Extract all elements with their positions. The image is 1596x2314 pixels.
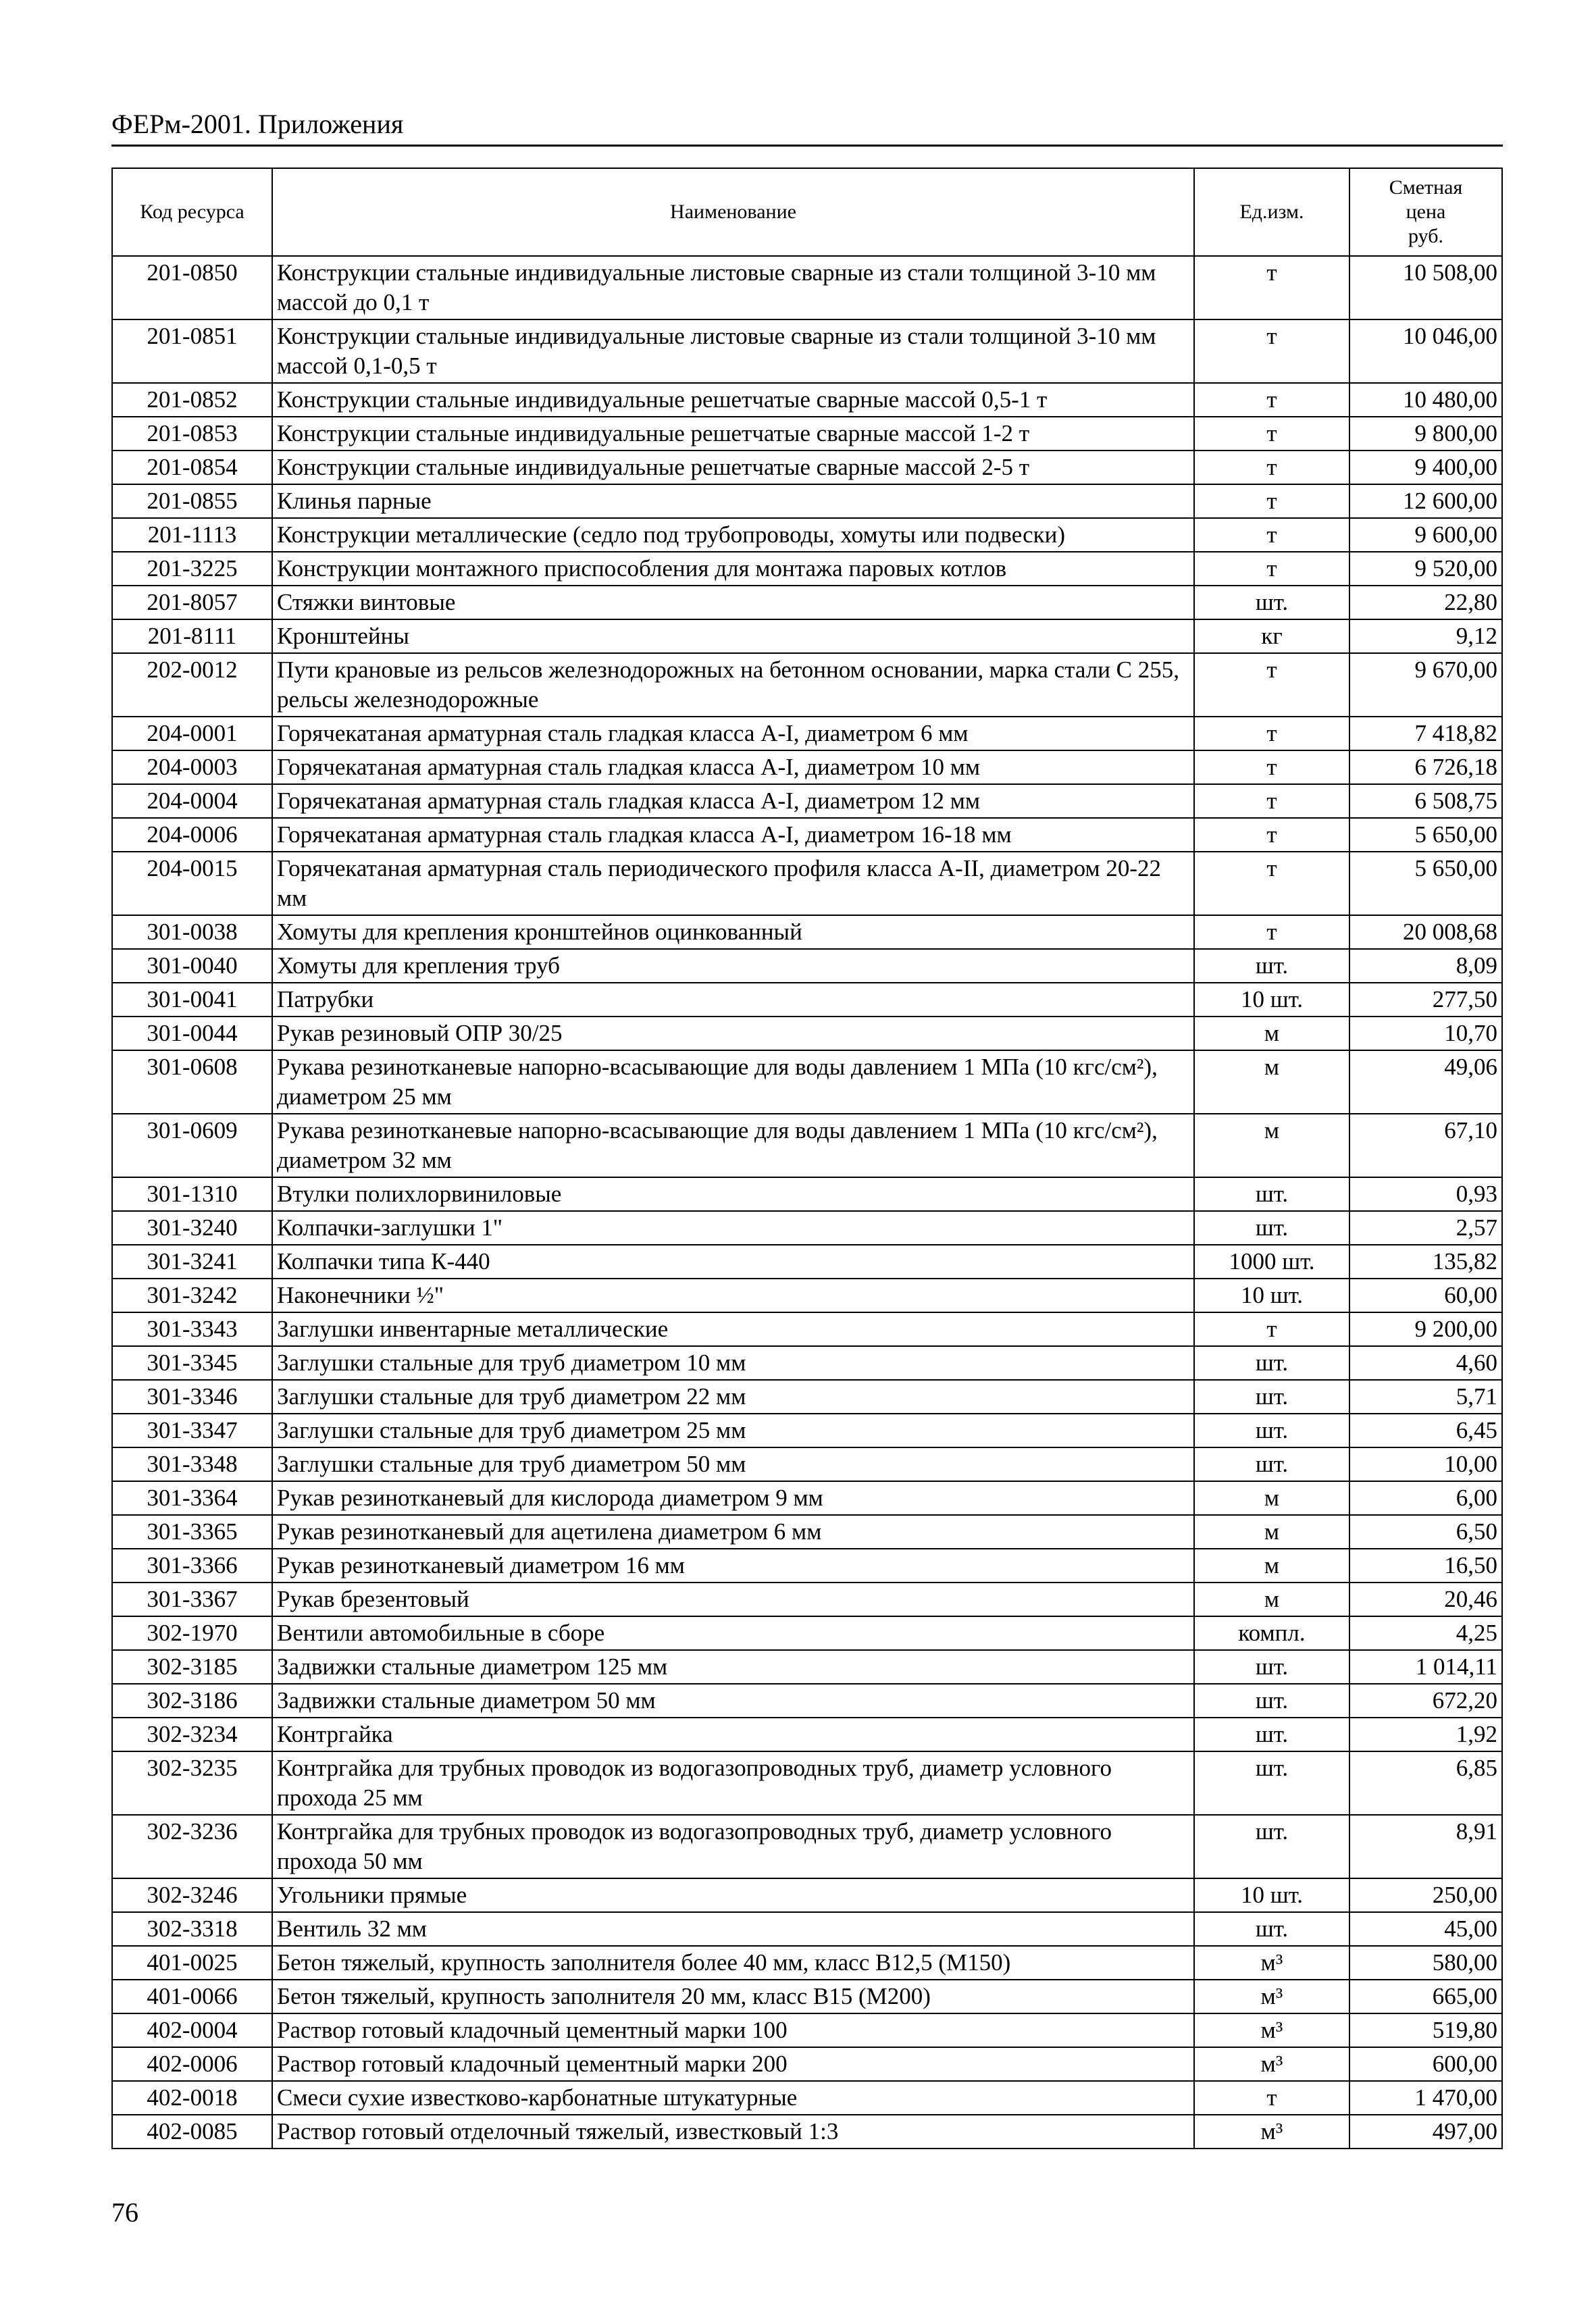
resource-name-cell: Заглушки стальные для труб диаметром 10 мм: [272, 1346, 1194, 1380]
table-row: [112, 784, 1502, 818]
resource-name-cell: Горячекатаная арматурная сталь гладкая класса A-I, диаметром 12 мм: [272, 784, 1194, 818]
resource-code-cell: 302-1970: [112, 1616, 272, 1650]
price-cell: 497,00: [1349, 2115, 1502, 2149]
resource-name-cell: Рукав резинотканевый диаметром 16 мм: [272, 1549, 1194, 1583]
table-header-row: [112, 168, 1502, 256]
price-cell: 519,80: [1349, 2013, 1502, 2047]
resource-code-cell: 402-0004: [112, 2013, 272, 2047]
price-cell: 2,57: [1349, 1211, 1502, 1245]
unit-cell: 10 шт.: [1194, 1878, 1349, 1912]
resource-name-cell: Задвижки стальные диаметром 50 мм: [272, 1684, 1194, 1718]
resource-name-cell: Заглушки инвентарные металлические: [272, 1312, 1194, 1346]
resource-name-cell: Конструкции монтажного приспособления для монтажа паровых котлов: [272, 552, 1194, 586]
table-row: [112, 552, 1502, 586]
unit-cell: шт.: [1194, 1684, 1349, 1718]
resource-name-cell: Бетон тяжелый, крупность заполнителя 20 мм, класс В15 (М200): [272, 1980, 1194, 2013]
unit-cell: 1000 шт.: [1194, 1245, 1349, 1279]
resource-code-cell: 302-3236: [112, 1815, 272, 1878]
resource-code-cell: 301-0038: [112, 915, 272, 949]
table-row: [112, 619, 1502, 653]
price-cell: 9 600,00: [1349, 518, 1502, 552]
unit-cell: м³: [1194, 1946, 1349, 1980]
unit-cell: т: [1194, 256, 1349, 319]
table-row: [112, 1114, 1502, 1177]
unit-cell: компл.: [1194, 1616, 1349, 1650]
price-cell: 10,70: [1349, 1017, 1502, 1050]
resource-name-cell: Конструкции стальные индивидуальные листовые сварные из стали толщиной 3-10 мм массой 0,1-0,5 т: [272, 319, 1194, 383]
resource-code-cell: 201-8111: [112, 619, 272, 653]
price-cell: 20,46: [1349, 1583, 1502, 1616]
table-row: [112, 586, 1502, 619]
resource-name-cell: Втулки полихлорвиниловые: [272, 1177, 1194, 1211]
price-cell: 20 008,68: [1349, 915, 1502, 949]
resource-code-cell: 301-0608: [112, 1050, 272, 1114]
unit-cell: шт.: [1194, 1211, 1349, 1245]
resource-name-cell: Конструкции стальные индивидуальные решетчатые сварные массой 1-2 т: [272, 417, 1194, 451]
price-cell: 665,00: [1349, 1980, 1502, 2013]
price-cell: 135,82: [1349, 1245, 1502, 1279]
page-number: 76: [111, 2197, 138, 2228]
resource-code-cell: 302-3246: [112, 1878, 272, 1912]
resource-name-cell: Контргайка для трубных проводок из водогазопроводных труб, диаметр условного прохода 50 мм: [272, 1815, 1194, 1878]
table-row: [112, 1718, 1502, 1751]
unit-cell: м³: [1194, 1980, 1349, 2013]
unit-cell: т: [1194, 784, 1349, 818]
table-row: [112, 256, 1502, 319]
unit-cell: шт.: [1194, 1447, 1349, 1481]
table-row: [112, 417, 1502, 451]
resource-name-cell: Конструкции стальные индивидуальные листовые сварные из стали толщиной 3-10 мм массой до 0,1 т: [272, 256, 1194, 319]
resource-price-table: [111, 168, 1503, 2149]
table-row: [112, 1616, 1502, 1650]
table-row: [112, 1177, 1502, 1211]
resource-name-cell: Конструкции металлические (седло под трубопроводы, хомуты или подвески): [272, 518, 1194, 552]
resource-name-cell: Угольники прямые: [272, 1878, 1194, 1912]
resource-name-cell: Рукав резинотканевый для кислорода диаметром 9 мм: [272, 1481, 1194, 1515]
resource-code-cell: 402-0085: [112, 2115, 272, 2149]
resource-code-cell: 302-3185: [112, 1650, 272, 1684]
price-cell: 6,85: [1349, 1751, 1502, 1815]
unit-cell: т: [1194, 1312, 1349, 1346]
resource-name-cell: Пути крановые из рельсов железнодорожных на бетонном основании, марка стали С 255, рельсы железнодорожные: [272, 653, 1194, 717]
resource-code-cell: 201-0854: [112, 451, 272, 484]
unit-cell: шт.: [1194, 586, 1349, 619]
page-header: [111, 108, 1503, 147]
unit-cell: шт.: [1194, 1815, 1349, 1878]
unit-cell: шт.: [1194, 1346, 1349, 1380]
price-cell: 8,91: [1349, 1815, 1502, 1878]
resource-name-cell: Хомуты для крепления кронштейнов оцинкованный: [272, 915, 1194, 949]
unit-cell: шт.: [1194, 1380, 1349, 1414]
resource-name-cell: Вентили автомобильные в сборе: [272, 1616, 1194, 1650]
price-cell: 580,00: [1349, 1946, 1502, 1980]
unit-cell: шт.: [1194, 1414, 1349, 1447]
resource-code-cell: 204-0003: [112, 750, 272, 784]
table-row: [112, 383, 1502, 417]
resource-name-cell: Конструкции стальные индивидуальные решетчатые сварные массой 0,5-1 т: [272, 383, 1194, 417]
price-cell: 9 400,00: [1349, 451, 1502, 484]
price-cell: 5 650,00: [1349, 852, 1502, 915]
resource-code-cell: 301-3346: [112, 1380, 272, 1414]
unit-cell: т: [1194, 2081, 1349, 2115]
unit-cell: т: [1194, 417, 1349, 451]
resource-code-cell: 401-0025: [112, 1946, 272, 1980]
unit-cell: шт.: [1194, 1912, 1349, 1946]
unit-cell: шт.: [1194, 1751, 1349, 1815]
table-row: [112, 653, 1502, 717]
resource-name-cell: Рукава резинотканевые напорно-всасывающие для воды давлением 1 МПа (10 кгс/см²), диаметром 32 мм: [272, 1114, 1194, 1177]
unit-cell: м: [1194, 1017, 1349, 1050]
resource-name-cell: Конструкции стальные индивидуальные решетчатые сварные массой 2-5 т: [272, 451, 1194, 484]
column-header-name: Наименование: [272, 168, 1194, 256]
price-cell: 1,92: [1349, 1718, 1502, 1751]
resource-code-cell: 204-0015: [112, 852, 272, 915]
unit-cell: м³: [1194, 2047, 1349, 2081]
table-body: [112, 256, 1502, 2149]
table-row: [112, 1481, 1502, 1515]
resource-name-cell: Раствор готовый кладочный цементный марки 100: [272, 2013, 1194, 2047]
table-row: [112, 1447, 1502, 1481]
table-row: [112, 1912, 1502, 1946]
price-cell: 6 726,18: [1349, 750, 1502, 784]
resource-code-cell: 301-1310: [112, 1177, 272, 1211]
table-row: [112, 915, 1502, 949]
table-row: [112, 1245, 1502, 1279]
table-row: [112, 319, 1502, 383]
table-row: [112, 983, 1502, 1017]
table-row: [112, 1211, 1502, 1245]
unit-cell: шт.: [1194, 1718, 1349, 1751]
resource-code-cell: 301-3348: [112, 1447, 272, 1481]
unit-cell: т: [1194, 319, 1349, 383]
resource-code-cell: 201-3225: [112, 552, 272, 586]
resource-code-cell: 201-8057: [112, 586, 272, 619]
price-cell: 10 508,00: [1349, 256, 1502, 319]
resource-name-cell: Контргайка: [272, 1718, 1194, 1751]
table-row: [112, 1650, 1502, 1684]
unit-cell: т: [1194, 717, 1349, 750]
unit-cell: 10 шт.: [1194, 1279, 1349, 1312]
resource-code-cell: 401-0066: [112, 1980, 272, 2013]
unit-cell: шт.: [1194, 1177, 1349, 1211]
table-header: [112, 168, 1502, 256]
resource-code-cell: 201-1113: [112, 518, 272, 552]
price-cell: 6 508,75: [1349, 784, 1502, 818]
price-cell: 6,00: [1349, 1481, 1502, 1515]
resource-name-cell: Горячекатаная арматурная сталь гладкая класса A-I, диаметром 6 мм: [272, 717, 1194, 750]
resource-name-cell: Наконечники ½": [272, 1279, 1194, 1312]
resource-name-cell: Рукав резиновый ОПР 30/25: [272, 1017, 1194, 1050]
resource-code-cell: 201-0851: [112, 319, 272, 383]
resource-name-cell: Колпачки-заглушки 1": [272, 1211, 1194, 1245]
resource-code-cell: 204-0004: [112, 784, 272, 818]
resource-code-cell: 201-0855: [112, 484, 272, 518]
table-row: [112, 1346, 1502, 1380]
resource-code-cell: 204-0001: [112, 717, 272, 750]
resource-name-cell: Заглушки стальные для труб диаметром 22 мм: [272, 1380, 1194, 1414]
table-row: [112, 852, 1502, 915]
price-cell: 12 600,00: [1349, 484, 1502, 518]
table-row: [112, 750, 1502, 784]
price-cell: 10 480,00: [1349, 383, 1502, 417]
resource-code-cell: 301-3365: [112, 1515, 272, 1549]
table-row: [112, 1878, 1502, 1912]
price-cell: 672,20: [1349, 1684, 1502, 1718]
resource-code-cell: 202-0012: [112, 653, 272, 717]
resource-code-cell: 301-0044: [112, 1017, 272, 1050]
table-row: [112, 1414, 1502, 1447]
resource-name-cell: Заглушки стальные для труб диаметром 50 мм: [272, 1447, 1194, 1481]
unit-cell: кг: [1194, 619, 1349, 653]
resource-code-cell: 301-3364: [112, 1481, 272, 1515]
resource-name-cell: Колпачки типа К-440: [272, 1245, 1194, 1279]
table-row: [112, 2115, 1502, 2149]
unit-cell: т: [1194, 750, 1349, 784]
price-cell: 9 670,00: [1349, 653, 1502, 717]
table-row: [112, 1279, 1502, 1312]
table-row: [112, 2047, 1502, 2081]
resource-code-cell: 301-0609: [112, 1114, 272, 1177]
price-cell: 10 046,00: [1349, 319, 1502, 383]
price-cell: 8,09: [1349, 949, 1502, 983]
resource-name-cell: Рукав резинотканевый для ацетилена диаметром 6 мм: [272, 1515, 1194, 1549]
price-cell: 45,00: [1349, 1912, 1502, 1946]
resource-code-cell: 402-0018: [112, 2081, 272, 2115]
table-row: [112, 1549, 1502, 1583]
resource-code-cell: 301-3241: [112, 1245, 272, 1279]
table-row: [112, 1017, 1502, 1050]
column-header-price-line1: Сметная: [1389, 176, 1463, 199]
column-header-price: [1349, 168, 1502, 256]
table-row: [112, 1515, 1502, 1549]
unit-cell: т: [1194, 383, 1349, 417]
resource-name-cell: Патрубки: [272, 983, 1194, 1017]
unit-cell: т: [1194, 852, 1349, 915]
unit-cell: т: [1194, 915, 1349, 949]
resource-name-cell: Рукав брезентовый: [272, 1583, 1194, 1616]
resource-name-cell: Горячекатаная арматурная сталь периодического профиля класса А-II, диаметром 20-22 мм: [272, 852, 1194, 915]
price-cell: 9 520,00: [1349, 552, 1502, 586]
price-cell: 9,12: [1349, 619, 1502, 653]
resource-code-cell: 201-0853: [112, 417, 272, 451]
resource-name-cell: Кронштейны: [272, 619, 1194, 653]
resource-name-cell: Клинья парные: [272, 484, 1194, 518]
price-cell: 5 650,00: [1349, 818, 1502, 852]
resource-code-cell: 301-3345: [112, 1346, 272, 1380]
resource-name-cell: Бетон тяжелый, крупность заполнителя более 40 мм, класс В12,5 (М150): [272, 1946, 1194, 1980]
unit-cell: м: [1194, 1583, 1349, 1616]
price-cell: 10,00: [1349, 1447, 1502, 1481]
price-cell: 16,50: [1349, 1549, 1502, 1583]
table-row: [112, 1946, 1502, 1980]
price-cell: 250,00: [1349, 1878, 1502, 1912]
resource-code-cell: 302-3235: [112, 1751, 272, 1815]
table-row: [112, 949, 1502, 983]
table-row: [112, 1684, 1502, 1718]
unit-cell: т: [1194, 818, 1349, 852]
resource-code-cell: 402-0006: [112, 2047, 272, 2081]
unit-cell: т: [1194, 484, 1349, 518]
resource-code-cell: 301-0041: [112, 983, 272, 1017]
unit-cell: т: [1194, 552, 1349, 586]
unit-cell: м: [1194, 1481, 1349, 1515]
unit-cell: т: [1194, 451, 1349, 484]
table-row: [112, 717, 1502, 750]
price-cell: 67,10: [1349, 1114, 1502, 1177]
unit-cell: м: [1194, 1050, 1349, 1114]
table-row: [112, 484, 1502, 518]
unit-cell: т: [1194, 518, 1349, 552]
unit-cell: м³: [1194, 2013, 1349, 2047]
resource-name-cell: Рукава резинотканевые напорно-всасывающие для воды давлением 1 МПа (10 кгс/см²), диаметром 25 мм: [272, 1050, 1194, 1114]
table-row: [112, 1980, 1502, 2013]
resource-code-cell: 301-0040: [112, 949, 272, 983]
price-cell: 5,71: [1349, 1380, 1502, 1414]
price-cell: 6,45: [1349, 1414, 1502, 1447]
resource-code-cell: 201-0852: [112, 383, 272, 417]
resource-name-cell: Вентиль 32 мм: [272, 1912, 1194, 1946]
price-cell: 1 014,11: [1349, 1650, 1502, 1684]
table-row: [112, 518, 1502, 552]
column-header-code: Код ресурса: [112, 168, 272, 256]
resource-name-cell: Заглушки стальные для труб диаметром 25 мм: [272, 1414, 1194, 1447]
table-row: [112, 451, 1502, 484]
table-row: [112, 1815, 1502, 1878]
resource-code-cell: 201-0850: [112, 256, 272, 319]
unit-cell: м: [1194, 1515, 1349, 1549]
table-row: [112, 1050, 1502, 1114]
price-cell: 49,06: [1349, 1050, 1502, 1114]
unit-cell: шт.: [1194, 949, 1349, 983]
resource-code-cell: 302-3186: [112, 1684, 272, 1718]
table-row: [112, 2081, 1502, 2115]
resource-name-cell: Раствор готовый отделочный тяжелый, известковый 1:3: [272, 2115, 1194, 2149]
price-cell: 22,80: [1349, 586, 1502, 619]
resource-code-cell: 302-3318: [112, 1912, 272, 1946]
column-header-price-line2: цена: [1406, 201, 1446, 223]
table-row: [112, 1583, 1502, 1616]
price-cell: 60,00: [1349, 1279, 1502, 1312]
unit-cell: м: [1194, 1114, 1349, 1177]
resource-name-cell: Раствор готовый кладочный цементный марки 200: [272, 2047, 1194, 2081]
price-cell: 9 800,00: [1349, 417, 1502, 451]
resource-name-cell: Смеси сухие известково-карбонатные штукатурные: [272, 2081, 1194, 2115]
table-row: [112, 1312, 1502, 1346]
price-cell: 277,50: [1349, 983, 1502, 1017]
column-header-price-line3: руб.: [1408, 225, 1443, 247]
column-header-unit: Ед.изм.: [1194, 168, 1349, 256]
table-row: [112, 1380, 1502, 1414]
resource-code-cell: 301-3343: [112, 1312, 272, 1346]
unit-cell: шт.: [1194, 1650, 1349, 1684]
price-cell: 0,93: [1349, 1177, 1502, 1211]
resource-code-cell: 301-3366: [112, 1549, 272, 1583]
resource-name-cell: Стяжки винтовые: [272, 586, 1194, 619]
resource-name-cell: Хомуты для крепления труб: [272, 949, 1194, 983]
price-cell: 600,00: [1349, 2047, 1502, 2081]
resource-name-cell: Горячекатаная арматурная сталь гладкая класса A-I, диаметром 16-18 мм: [272, 818, 1194, 852]
price-cell: 7 418,82: [1349, 717, 1502, 750]
resource-code-cell: 204-0006: [112, 818, 272, 852]
table-row: [112, 818, 1502, 852]
resource-name-cell: Горячекатаная арматурная сталь гладкая класса A-I, диаметром 10 мм: [272, 750, 1194, 784]
resource-name-cell: Задвижки стальные диаметром 125 мм: [272, 1650, 1194, 1684]
unit-cell: м³: [1194, 2115, 1349, 2149]
resource-name-cell: Контргайка для трубных проводок из водогазопроводных труб, диаметр условного прохода 25 мм: [272, 1751, 1194, 1815]
unit-cell: 10 шт.: [1194, 983, 1349, 1017]
price-cell: 4,25: [1349, 1616, 1502, 1650]
document-title: ФЕРм-2001. Приложения: [111, 109, 404, 139]
table-row: [112, 2013, 1502, 2047]
resource-code-cell: 301-3347: [112, 1414, 272, 1447]
unit-cell: м: [1194, 1549, 1349, 1583]
price-cell: 6,50: [1349, 1515, 1502, 1549]
price-cell: 1 470,00: [1349, 2081, 1502, 2115]
price-cell: 9 200,00: [1349, 1312, 1502, 1346]
resource-code-cell: 302-3234: [112, 1718, 272, 1751]
table-row: [112, 1751, 1502, 1815]
price-cell: 4,60: [1349, 1346, 1502, 1380]
unit-cell: т: [1194, 653, 1349, 717]
resource-code-cell: 301-3367: [112, 1583, 272, 1616]
resource-code-cell: 301-3242: [112, 1279, 272, 1312]
resource-code-cell: 301-3240: [112, 1211, 272, 1245]
